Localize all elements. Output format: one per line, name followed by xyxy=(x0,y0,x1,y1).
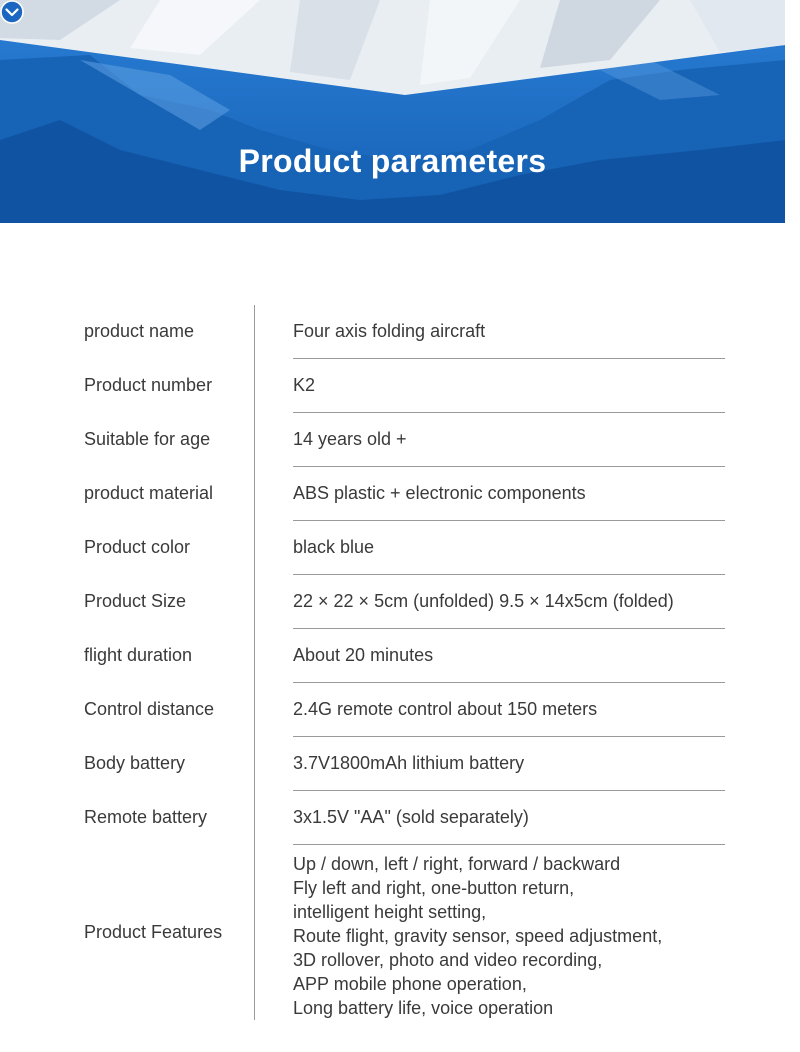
param-label: Product number xyxy=(84,359,255,413)
chevron-down-icon xyxy=(0,0,24,24)
table-row xyxy=(84,467,725,521)
param-label: Product color xyxy=(84,521,255,575)
table-row xyxy=(84,845,725,1021)
mountain-background xyxy=(0,0,785,223)
param-label: product name xyxy=(84,305,255,359)
table-row xyxy=(84,683,725,737)
table-row xyxy=(84,629,725,683)
param-value: About 20 minutes xyxy=(293,629,725,683)
param-value: ABS plastic + electronic components xyxy=(293,467,725,521)
table-row xyxy=(84,359,725,413)
page-title: Product parameters xyxy=(238,143,547,179)
feature-line: Fly left and right, one-button return, xyxy=(293,877,575,898)
table-row xyxy=(84,305,725,359)
param-label: flight duration xyxy=(84,629,255,683)
feature-line: Up / down, left / right, forward / backward xyxy=(293,853,621,874)
param-label: Product Size xyxy=(84,575,255,629)
feature-line: intelligent height setting, xyxy=(293,901,487,922)
param-value: 2.4G remote control about 150 meters xyxy=(293,683,725,737)
param-label: Remote battery xyxy=(84,791,255,845)
table-row xyxy=(84,737,725,791)
feature-line: Route flight, gravity sensor, speed adjustment, xyxy=(293,925,663,946)
table-row xyxy=(84,413,725,467)
param-label: Product Features xyxy=(84,845,255,1021)
feature-line: Long battery life, voice operation xyxy=(293,997,554,1018)
parameters-table xyxy=(84,305,725,1020)
table-row xyxy=(84,791,725,845)
param-value: 14 years old + xyxy=(293,413,725,467)
param-value: black blue xyxy=(293,521,725,575)
header-banner xyxy=(0,0,785,223)
feature-line: APP mobile phone operation, xyxy=(293,973,527,994)
param-value: Four axis folding aircraft xyxy=(293,305,725,359)
param-value xyxy=(293,845,725,1021)
param-label: Body battery xyxy=(84,737,255,791)
param-value: 3x1.5V "AA" (sold separately) xyxy=(293,791,725,845)
features-list xyxy=(293,846,725,1020)
feature-line: 3D rollover, photo and video recording, xyxy=(293,949,603,970)
param-label: Suitable for age xyxy=(84,413,255,467)
table-row xyxy=(84,575,725,629)
param-label: Control distance xyxy=(84,683,255,737)
param-value: 22 × 22 × 5cm (unfolded) 9.5 × 14x5cm (folded) xyxy=(293,575,725,629)
param-value: 3.7V1800mAh lithium battery xyxy=(293,737,725,791)
param-value: K2 xyxy=(293,359,725,413)
param-label: product material xyxy=(84,467,255,521)
table-row xyxy=(84,521,725,575)
